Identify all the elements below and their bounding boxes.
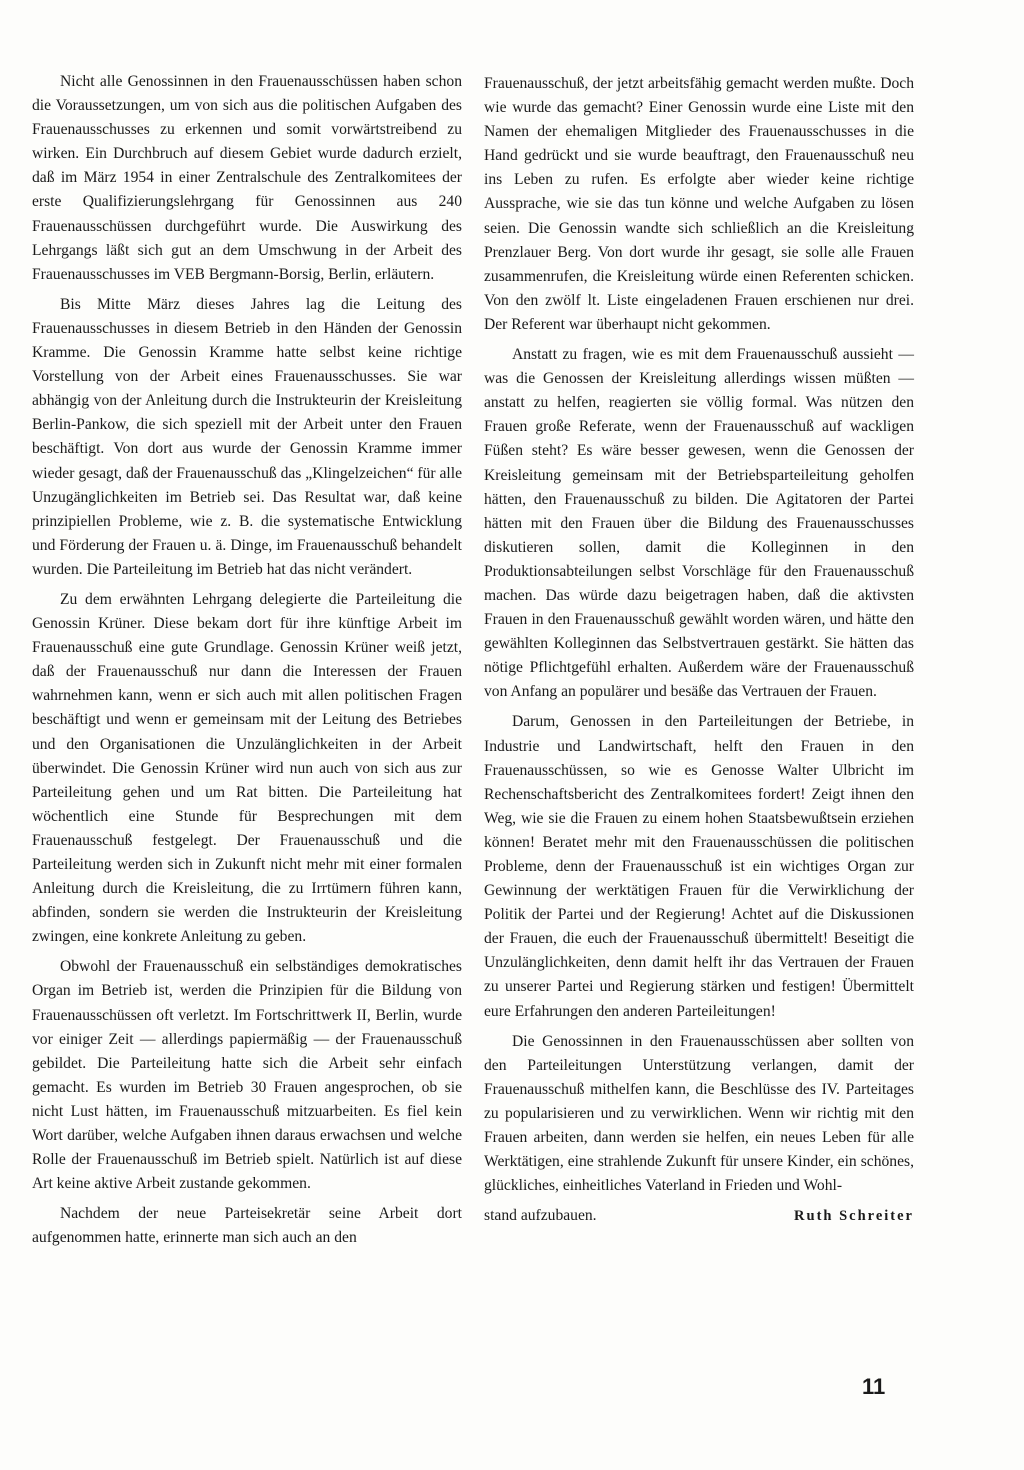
author-signature: Ruth Schreiter [794, 1208, 914, 1225]
paragraph: Die Genossinnen in den Frauenausschüssen aber sollten von den Parteileitungen Unterstützung verlangen, damit der Frauenausschuß mithelfen kann, die Beschlüsse des IV. Parteitages zu popularisieren und zu verwirklichen. Wenn wir richtig mit den Frauen arbeiten, dann werden sie helfen, ein neues Leben für alle Werktätigen, eine strahlende Zukunft für unsere Kinder, ein schönes, glückliches, einheitliches Vaterland in Frieden und Wohl- [484, 1032, 914, 1195]
closing-line [484, 1204, 914, 1228]
page-number: 11 [862, 1374, 886, 1399]
paragraph: Bis Mitte März dieses Jahres lag die Leitung des Frauenausschusses in diesem Betrieb in den Händen der Genossin Kramme. Die Genossin Kramme hatte selbst keine richtige Vorstellung von der Arbeit eines Frauenausschusses. Sie war abhängig von der Anleitung durch die Instrukteurin der Kreisleitung Berlin-Pankow, die sich speziell mit der Arbeit unter den Frauen beschäftigt. Von dort aus wurde der Genossin Kramme immer wieder gesagt, daß der Frauenausschuß das „Klingelzeichen“ für alle Unzugänglichkeiten im Betrieb sei. Das Resultat war, daß keine prinzipiellen Probleme, wie z. B. die systematische Entwicklung und Förderung der Frauen u. ä. Dinge, im Frauenausschuß behandelt wurden. Die Parteileitung im Betrieb hat das nicht verändert. [32, 295, 462, 578]
paragraph: Anstatt zu fragen, wie es mit dem Frauenausschuß aussieht — was die Genossen der Kreisleitung allerdings wissen müßten — anstatt zu helfen, reagierten sie völlig formal. Was nützen den Frauen große Referate, wenn der Frauenausschuß auf wackligen Füßen steht? Es wäre besser gewesen, wenn die Genossen der Kreisleitung gemeinsam mit der Betriebsparteileitung geholfen hätten, den Frauenausschuß zu bilden. Die Agitatoren der Partei hätten mit den Frauen über die Bildung des Frauenausschusses diskutieren sollen, damit die Kolleginnen in den Produktionsabteilungen selbst Vorschläge für den Frauenausschuß machen. Das würde dazu beigetragen haben, daß die aktivsten Frauen in den Frauenausschuß gewählt worden wären, und hätte den gewählten Kolleginnen das Selbstvertrauen gestärkt. Sie hätten das nötige Pflichtgefühl erhalten. Außerdem wäre der Frauenausschuß von Anfang an populärer und besäße das Vertrauen der Frauen. [484, 346, 914, 701]
paragraph: Nachdem der neue Parteisekretär seine Arbeit dort aufgenommen hatte, erinnerte man sich auch an den [32, 1205, 462, 1247]
paragraph: Zu dem erwähnten Lehrgang delegierte die Parteileitung die Genossin Krüner. Diese bekam dort für ihre künftige Arbeit im Frauenausschuß eine gute Grundlage. Genossin Krüner weiß jetzt, daß der Frauenausschuß nur dann die Interessen der Frauen wahrnehmen kann, wenn er sich auch mit allen politischen Fragen beschäftigt und wenn er gemeinsam mit der Leitung des Betriebes und den Organisationen die Unzulänglichkeiten in der Arbeit überwindet. Die Genossin Krüner wird nun auch von sich aus zur Parteileitung gehen und um Rat bitten. Die Parteileitung hat wöchentlich eine Stunde für Besprechungen mit dem Frauenausschuß festgelegt. Der Frauenausschuß und die Parteileitung werden sich in Zukunft nicht mehr mit einer formalen Anleitung durch die Kreisleitung, die zu Irrtümern führen kann, abfinden, sondern sie werden die Instrukteurin der Kreisleitung zwingen, eine konkrete Anleitung zu geben. [32, 590, 462, 946]
paragraph: Darum, Genossen in den Parteileitungen der Betriebe, in Industrie und Landwirtschaft, helft den Frauen in den Frauenausschüssen, so wie es Genosse Walter Ulbricht im Rechenschaftsbericht des Zentralkomitees fordert! Zeigt ihnen den Weg, wie sie die Frauen zu einem hohen Staatsbewußtsein erziehen können! Beratet mehr mit den Frauenausschüssen die politischen Probleme, denn der Frauenausschuß ist ein wichtiges Organ zur Gewinnung der werktätigen Frauen für die Verwirklichung der Politik der Partei und der Regierung! Achtet auf die Diskussionen der Frauen, die euch der Frauenausschuß übermittelt! Beseitigt die Unzulänglichkeiten, denn damit helft ihr das Vertrauen der Frauen zu unserer Partei und Regierung stärken und festigen! Übermittelt eure Erfahrungen den anderen Parteileitungen! [484, 713, 914, 1020]
closing-text: stand aufzubauen. [484, 1207, 597, 1225]
left-column [32, 70, 462, 1251]
paragraph-continued: Frauenausschuß, der jetzt arbeitsfähig gemacht werden mußte. Doch wie wurde das gemacht? Einer Genossin wurde eine Liste mit den Namen der ehemaligen Mitglieder des Frauenausschusses in die Hand gedrückt und sie wurde beauftragt, den Frauenausschuß neu ins Leben zu rufen. Es erfolgte aber wieder keine richtige Aussprache, wie sie das tun könne und welche Aufgaben zu lösen seien. Die Genossin wandte sich schließlich an die Kreisleitung Prenzlauer Berg. Von dort wurde ihr gesagt, sie solle alle Frauen zusammenrufen, die Kreisleitung würde einen Referenten schicken. Von den zwölf lt. Liste eingeladenen Frauen erschienen nur drei. Der Referent war überhaupt nicht gekommen. [484, 75, 914, 333]
right-column [484, 72, 914, 1228]
paragraph: Nicht alle Genossinnen in den Frauenausschüssen haben schon die Voraussetzungen, um von sich aus die politischen Aufgaben des Frauenausschusses zu erkennen und somit vorwärtstreibend zu wirken. Ein Durchbruch auf diesem Gebiet wurde dadurch erzielt, daß im März 1954 in einer Zentralschule des Zentralkomitees der erste Qualifizierungslehrgang für Genossinnen aus 240 Frauenausschüssen durchgeführt wurde. Die Auswirkung des Lehrgangs läßt sich gut an dem Umschwung in der Arbeit des Frauenausschusses im VEB Bergmann-Borsig, Berlin, erläutern. [32, 73, 462, 283]
paragraph: Obwohl der Frauenausschuß ein selbständiges demokratisches Organ im Betrieb ist, werden die Prinzipien für die Bildung von Frauenausschüssen oft verletzt. Im Fortschrittwerk II, Berlin, wurde vor einiger Zeit — allerdings papiermäßig — der Frauenausschuß gebildet. Die Parteileitung hatte sich die Arbeit sehr einfach gemacht. Es wurden im Betrieb 30 Frauen angesprochen, ob sie nicht Lust hätten, im Frauenausschuß mitzuarbeiten. Es fiel kein Wort darüber, welche Aufgaben ihnen daraus erwachsen und welche Rolle der Frauenausschuß im Betrieb spielt. Natürlich ist auf diese Art keine aktive Arbeit zustande gekommen. [32, 958, 462, 1193]
